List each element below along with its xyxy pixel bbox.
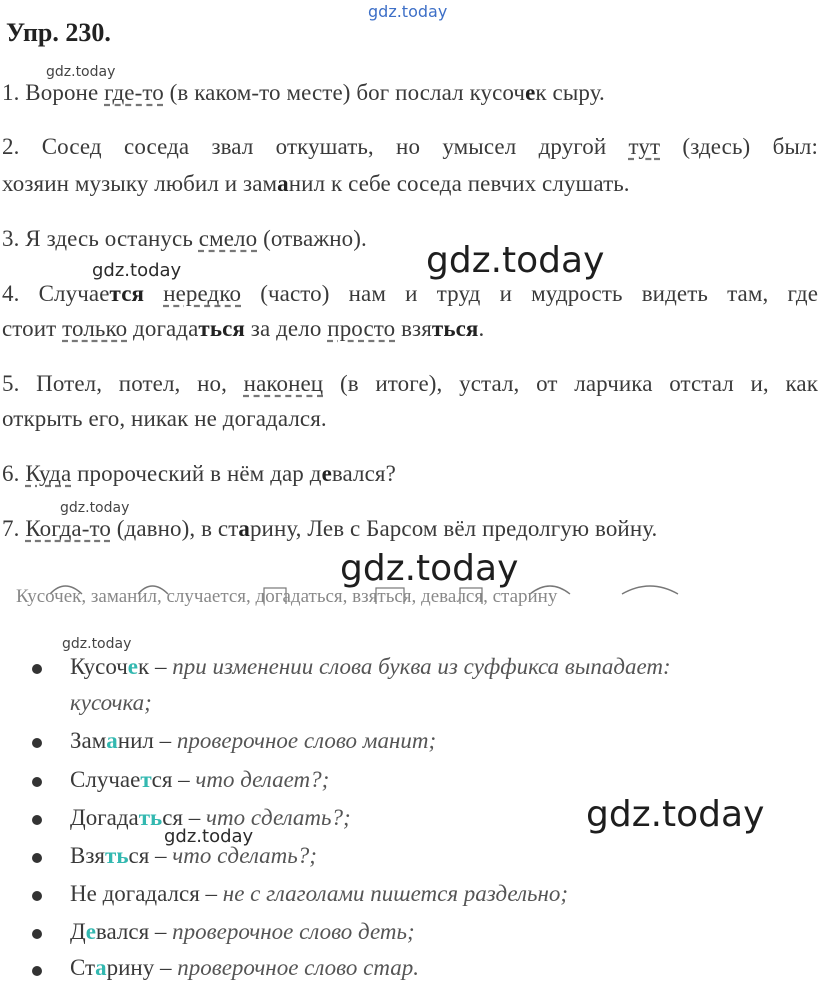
bullet-item-6: Не догадался – не с глаголами пишется раздельно;: [70, 881, 569, 906]
sentence-1: 1. Вороне где-то (в каком-то месте) бог послал кусочек сыру.: [2, 80, 605, 105]
sentence-2-line-2: хозяин музыку любил и заманил к себе соседа певчих слушать.: [2, 171, 630, 196]
bullet-item-7: Девался – проверочное слово деть;: [70, 919, 415, 944]
watermark: gdz.today: [46, 64, 116, 80]
morphology-line: Кусочек, заманил, случается, догадаться, взяться, девался, старину: [16, 586, 558, 607]
bullet-item-3: Случается – что делает?;: [70, 767, 330, 792]
bullet-item-2: Заманил – проверочное слово манит;: [70, 728, 437, 753]
bullet-item-4: Догадаться – что сделать?;: [70, 805, 351, 830]
sentence-5-line-2: открыть его, никак не догадался.: [2, 406, 327, 431]
watermark: gdz.today: [92, 260, 182, 281]
bullet-dot: [32, 777, 42, 787]
bullet-dot: [32, 738, 42, 748]
bullet-item-8: Старину – проверочное слово стар.: [70, 955, 419, 980]
watermark: gdz.today: [426, 240, 605, 281]
exercise-title: Упр. 230.: [6, 18, 111, 47]
bullet-item-1: Кусочек – при изменении слова буква из суффикса выпадает:: [70, 654, 671, 679]
sentence-6: 6. Куда пророческий в нём дар девался?: [2, 461, 396, 486]
watermark: gdz.today: [340, 548, 519, 589]
bullet-item-5: Взяться – что сделать?;: [70, 843, 317, 868]
bullet-item-1-continuation: кусочка;: [70, 690, 152, 715]
watermark-top: gdz.today: [368, 2, 448, 21]
sentence-4-line-2: стоит только догадаться за дело просто взяться.: [2, 316, 485, 341]
bullet-dot: [32, 815, 42, 825]
sentence-3: 3. Я здесь останусь смело (отважно).: [2, 226, 367, 251]
bullet-dot: [32, 966, 42, 976]
bullet-dot: [32, 853, 42, 863]
bullet-dot: [32, 929, 42, 939]
sentence-5-line-1: 5. Потел, потел, но, наконец (в итоге), устал, от ларчика отстал и, как: [2, 371, 818, 396]
watermark: gdz.today: [164, 826, 254, 847]
watermark: gdz.today: [62, 636, 132, 652]
watermark: gdz.today: [60, 500, 130, 516]
sentence-2-line-1: 2. Сосед соседа звал откушать, но умысел другой тут (здесь) был:: [2, 134, 818, 159]
bullet-dot: [32, 664, 42, 674]
sentence-7: 7. Когда-то (давно), в старину, Лев с Барсом вёл предолгую войну.: [2, 516, 658, 541]
watermark: gdz.today: [586, 794, 765, 835]
bullet-dot: [32, 891, 42, 901]
sentence-4-line-1: 4. Случается нередко (часто) нам и труд и мудрость видеть там, где: [2, 281, 819, 306]
